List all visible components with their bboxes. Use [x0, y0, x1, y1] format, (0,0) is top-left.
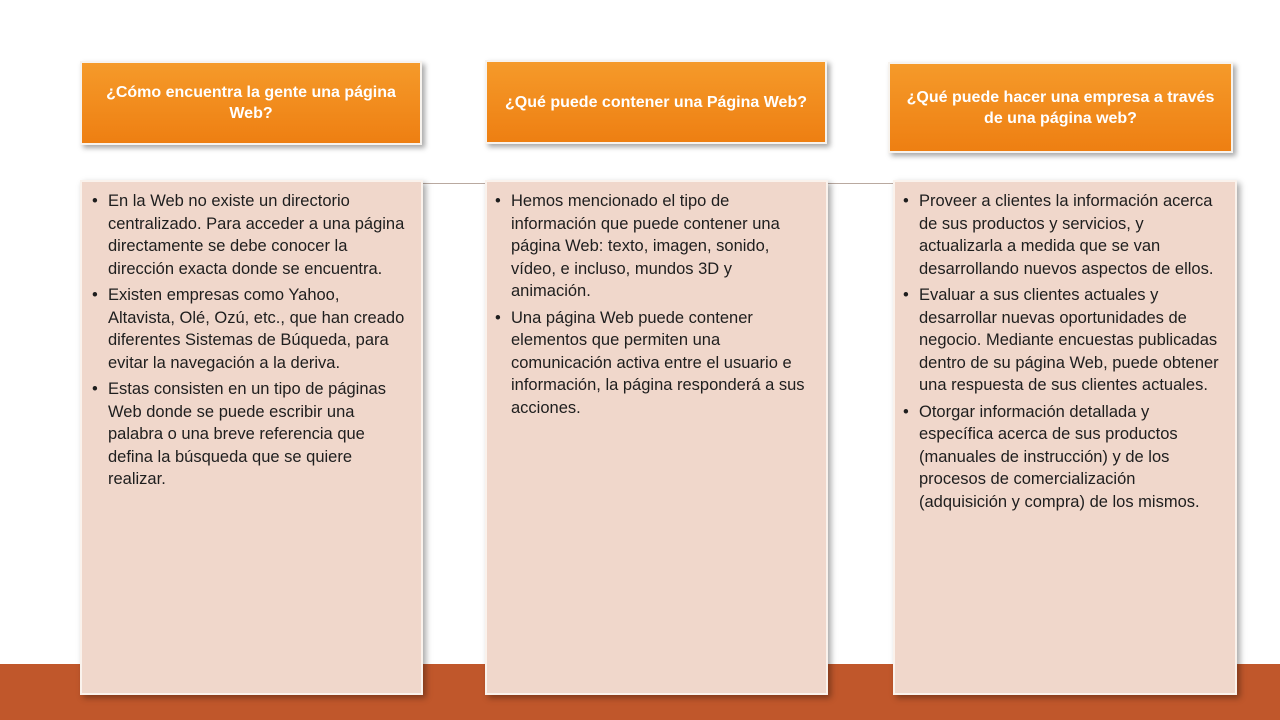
column-1-list	[92, 190, 409, 491]
column-1-heading	[80, 61, 422, 145]
list-item: • Evaluar a sus clientes actuales y desarrollar nuevas oportunidades de negocio. Mediante encuestas publicadas dentro de su página Web, puede obtener una respuesta de sus clientes actuales.	[903, 286, 1219, 394]
column-2-heading	[485, 60, 827, 144]
list-item: • Otorgar información detallada y específica acerca de sus productos (manuales de instrucción) y de los procesos de comercialización (adquisición y compra) de los mismos.	[903, 402, 1200, 511]
connector-line-1	[422, 183, 486, 184]
column-1-card	[80, 180, 423, 695]
list-item: • Existen empresas como Yahoo, Altavista, Olé, Ozú, etc., que han creado diferentes Sistemas de Búqueda, para evitar la navegación a la deriva.	[92, 286, 405, 372]
column-3-heading	[888, 62, 1233, 153]
column-3-card	[893, 180, 1237, 695]
column-1-heading-text: ¿Cómo encuentra la gente una página Web?	[106, 84, 396, 122]
column-2-heading-text: ¿Qué puede contener una Página Web?	[505, 93, 807, 111]
column-3-list	[903, 190, 1223, 513]
list-item: • En la Web no existe un directorio centralizado. Para acceder a una página directamente se debe conocer la dirección exacta donde se encuentra.	[92, 192, 405, 278]
column-3-heading-text: ¿Qué puede hacer una empresa a través de una página web?	[906, 88, 1215, 127]
column-2-list	[495, 190, 814, 419]
list-item: • Una página Web puede contener elementos que permiten una comunicación activa entre el usuario e información, la página responderá a sus acciones.	[495, 308, 805, 417]
list-item: • Estas consisten en un tipo de páginas Web donde se puede escribir una palabra o una breve referencia que defina la búsqueda que se quiere realizar.	[92, 380, 386, 488]
connector-line-2	[828, 183, 894, 184]
column-2-card	[485, 180, 828, 695]
list-item: • Proveer a clientes la información acerca de sus productos y servicios, y actualizarla a medida que se van desarrollando nuevos aspectos de ellos.	[903, 192, 1214, 278]
list-item: • Hemos mencionado el tipo de información que puede contener una página Web: texto, imagen, sonido, vídeo, e incluso, mundos 3D y animación.	[495, 192, 780, 300]
